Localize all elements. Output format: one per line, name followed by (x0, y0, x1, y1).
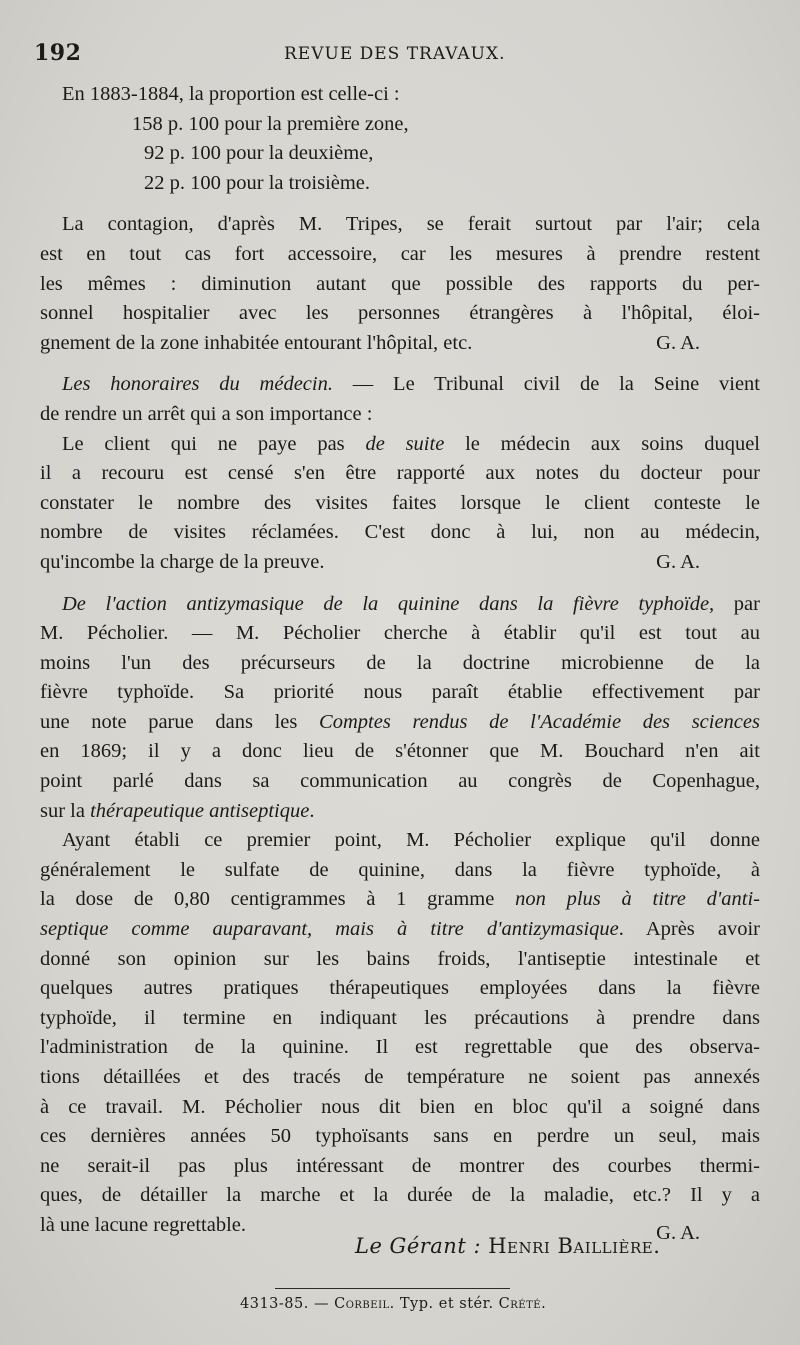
text-line: à ce travail. M. Pécholier nous dit bien en bloc qu'il a soigné dans (40, 1095, 760, 1118)
text-fragment: sur la (40, 799, 91, 822)
text-line (40, 370, 760, 400)
author-initials: G. A. (656, 1221, 700, 1244)
running-title: REVUE DES TRAVAUX. (284, 44, 506, 64)
text-line: quelques autres pratiques thérapeutiques employées dans la fièvre (40, 977, 760, 1000)
italic-phrase: thérapeutique antiseptique (90, 799, 310, 822)
text-line (40, 548, 760, 578)
page-number: 192 (34, 40, 82, 66)
text-fragment: qu'incombe la charge de la preuve. (40, 550, 325, 573)
signature-name: Henri Baillière. (488, 1234, 661, 1258)
text-line: tions détaillées et des tracés de température ne soient pas annexés (40, 1066, 760, 1088)
paragraph-contagion (40, 210, 760, 358)
text-line (40, 590, 760, 620)
printer-imprint (240, 1296, 546, 1312)
text-fragment: . Après avoir (618, 918, 760, 941)
text-line (40, 885, 760, 915)
text-line: ques, de détailler la marche et la durée de la maladie, etc.? Il y a (40, 1184, 760, 1207)
text-line: point parlé dans sa communication au congrès de Copenhague, (40, 770, 760, 793)
text-line: il a recouru est censé s'en être rapporté aux notes du docteur pour (40, 462, 760, 485)
text-line: typhoïde, il termine en indiquant les précautions à prendre dans (40, 1006, 760, 1029)
article-body (40, 80, 761, 1244)
author-initials: G. A. (656, 550, 700, 573)
text-line: Ayant établi ce premier point, M. Pécholier explique qu'il donne (62, 829, 760, 852)
paragraph-pecholier (40, 826, 760, 1244)
text-line: en 1869; il y a donc lieu de s'étonner que M. Bouchard n'en ait (40, 740, 760, 763)
text-fragment: . (309, 799, 315, 822)
text-line (40, 797, 760, 827)
imprint-printer: Crété. (498, 1296, 547, 1312)
imprint-text: Typ. et stér. (394, 1296, 499, 1312)
text-line: moins l'un des précurseurs de la doctrine microbienne de la (40, 651, 760, 674)
text-line: En 1883-1884, la proportion est celle-ci : (62, 83, 400, 105)
zone-line-3: 22 p. 100 pour la troisième. (144, 171, 371, 194)
section-title: Les honoraires du médecin. (62, 373, 333, 396)
text-line: de rendre un arrêt qui a son importance : (40, 402, 373, 425)
text-line: La contagion, d'après M. Tripes, se ferait surtout par l'air; cela (62, 213, 760, 236)
paragraph-proportion (40, 80, 760, 198)
italic-phrase: non plus à titre d'anti- (515, 888, 760, 911)
text-line: donné son opinion sur les bains froids, l'antiseptie intestinale et (40, 947, 760, 970)
footer-rule (275, 1288, 510, 1289)
italic-phrase: de suite (365, 432, 445, 455)
text-line: ces dernières années 50 typhoïsants sans en perdre un seul, mais (40, 1125, 760, 1148)
text-line: nombre de visites réclamées. C'est donc à lui, non au médecin, (40, 521, 760, 544)
manager-signature (355, 1234, 660, 1258)
text-fragment: une note parue dans les (40, 710, 320, 733)
text-line: ne serait-il pas plus intéressant de montrer des courbes thermi- (40, 1154, 760, 1177)
text-line: constater le nombre des visites faites lorsque le client conteste le (40, 491, 760, 514)
zone-line-2: 92 p. 100 pour la deuxième, (144, 142, 374, 165)
text-line: sonnel hospitalier avec les personnes étrangères à l'hôpital, éloi- (40, 302, 760, 325)
text-fragment: — Le Tribunal civil de la Seine vient (332, 373, 761, 396)
text-line (40, 708, 760, 738)
text-fragment: la dose de 0,80 centigrammes à 1 gramme (40, 888, 516, 911)
text-line: l'administration de la quinine. Il est regrettable que des observa- (40, 1036, 760, 1059)
signature-label: Le Gérant : (355, 1234, 482, 1258)
text-fragment: par (714, 592, 760, 615)
text-line: généralement le sulfate de quinine, dans la fièvre typhoïde, à (40, 858, 760, 881)
imprint-number: 4313-85. — (240, 1296, 335, 1312)
text-line: M. Pécholier. — M. Pécholier cherche à établir qu'il est tout au (40, 622, 760, 645)
paragraph-quinine (40, 590, 760, 827)
author-initials: G. A. (656, 331, 700, 354)
zone-line-1: 158 p. 100 pour la première zone, (132, 112, 409, 135)
text-fragment: gnement de la zone inhabitée entourant l'hôpital, etc. (40, 331, 473, 354)
italic-phrase: Comptes rendus de l'Académie des sciences (319, 710, 760, 733)
text-line (40, 915, 760, 945)
italic-phrase: septique comme auparavant, mais à titre d'antizymasique (40, 918, 619, 941)
paragraph-honoraires (40, 370, 760, 577)
text-fragment: Le client qui ne paye pas (62, 432, 366, 455)
text-line: fièvre typhoïde. Sa priorité nous paraît établie effectivement par (40, 681, 760, 704)
imprint-town: Corbeil. (334, 1296, 395, 1312)
text-line (40, 329, 760, 359)
text-line (40, 430, 760, 460)
text-fragment: là une lacune regrettable. (40, 1213, 247, 1236)
section-title: De l'action antizymasique de la quinine dans la fièvre typhoïde, (62, 592, 715, 615)
text-line: les mêmes : diminution autant que possible des rapports du per- (40, 272, 760, 295)
page-header (34, 40, 766, 70)
text-fragment: le médecin aux soins duquel (444, 432, 760, 455)
text-line: est en tout cas fort accessoire, car les mesures à prendre restent (40, 242, 760, 265)
